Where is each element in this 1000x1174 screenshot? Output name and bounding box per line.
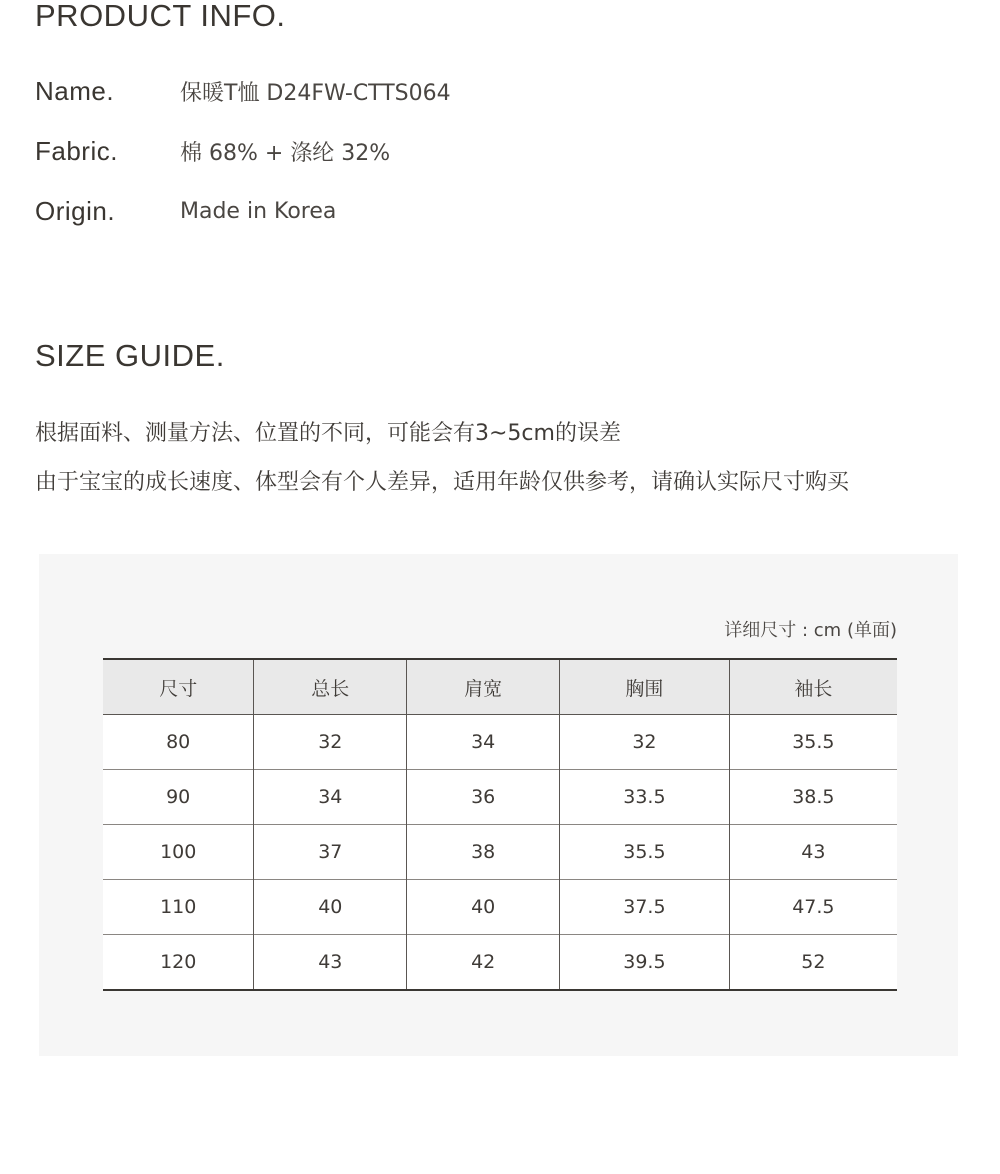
table-row <box>103 770 897 825</box>
table-cell: 43 <box>254 935 407 991</box>
header-size: 尺寸 <box>103 659 254 715</box>
table-cell: 40 <box>407 880 560 935</box>
name-label: Name. <box>35 75 115 106</box>
table-row <box>103 935 897 991</box>
table-cell: 36 <box>407 770 560 825</box>
table-cell: 32 <box>560 715 730 770</box>
table-cell: 100 <box>160 841 197 863</box>
table-row <box>103 880 897 935</box>
table-cell: 120 <box>160 951 197 973</box>
table-cell: 43 <box>729 825 897 880</box>
table-cell: 34 <box>254 770 407 825</box>
table-cell: 35.5 <box>729 715 897 770</box>
size-guide-panel <box>39 554 958 1056</box>
origin-label: Origin. <box>35 195 116 226</box>
header-total-length: 总长 <box>254 659 407 715</box>
table-cell: 32 <box>254 715 407 770</box>
table-cell: 34 <box>407 715 560 770</box>
unit-label: 详细尺寸 : cm (单面) <box>724 620 897 641</box>
table-cell: 90 <box>166 786 191 808</box>
table-row <box>103 825 897 880</box>
table-row <box>103 715 897 770</box>
size-guide-title: SIZE GUIDE. <box>35 338 225 373</box>
table-cell: 37.5 <box>560 880 730 935</box>
fabric-label: Fabric. <box>35 135 118 166</box>
table-cell: 40 <box>254 880 407 935</box>
product-info-title: PRODUCT INFO. <box>35 0 286 33</box>
table-cell: 37 <box>254 825 407 880</box>
table-cell: 80 <box>166 731 191 753</box>
origin-value: Made in Korea <box>180 198 337 224</box>
table-cell: 38 <box>407 825 560 880</box>
size-table <box>103 658 897 991</box>
table-cell: 38.5 <box>729 770 897 825</box>
table-header-row <box>103 659 897 715</box>
size-note-measurement: 根据面料、测量方法、位置的不同，可能会有3~5cm的误差 <box>35 421 621 446</box>
table-cell: 35.5 <box>560 825 730 880</box>
info-row-origin <box>35 196 336 226</box>
table-cell: 33.5 <box>560 770 730 825</box>
table-cell: 42 <box>407 935 560 991</box>
name-value: 保暖T恤 D24FW-CTTS064 <box>180 80 451 106</box>
info-row-fabric <box>35 136 390 166</box>
header-shoulder-width: 肩宽 <box>407 659 560 715</box>
header-sleeve-length: 袖长 <box>729 659 897 715</box>
table-cell: 47.5 <box>729 880 897 935</box>
table-cell: 52 <box>729 935 897 991</box>
info-row-name <box>35 76 451 106</box>
table-cell: 110 <box>160 896 197 918</box>
table-cell: 39.5 <box>560 935 730 991</box>
size-note-growth: 由于宝宝的成长速度、体型会有个人差异，适用年龄仅供参考，请确认实际尺寸购买 <box>35 470 850 495</box>
fabric-value: 棉 68% + 涤纶 32% <box>180 140 391 166</box>
header-chest: 胸围 <box>560 659 730 715</box>
